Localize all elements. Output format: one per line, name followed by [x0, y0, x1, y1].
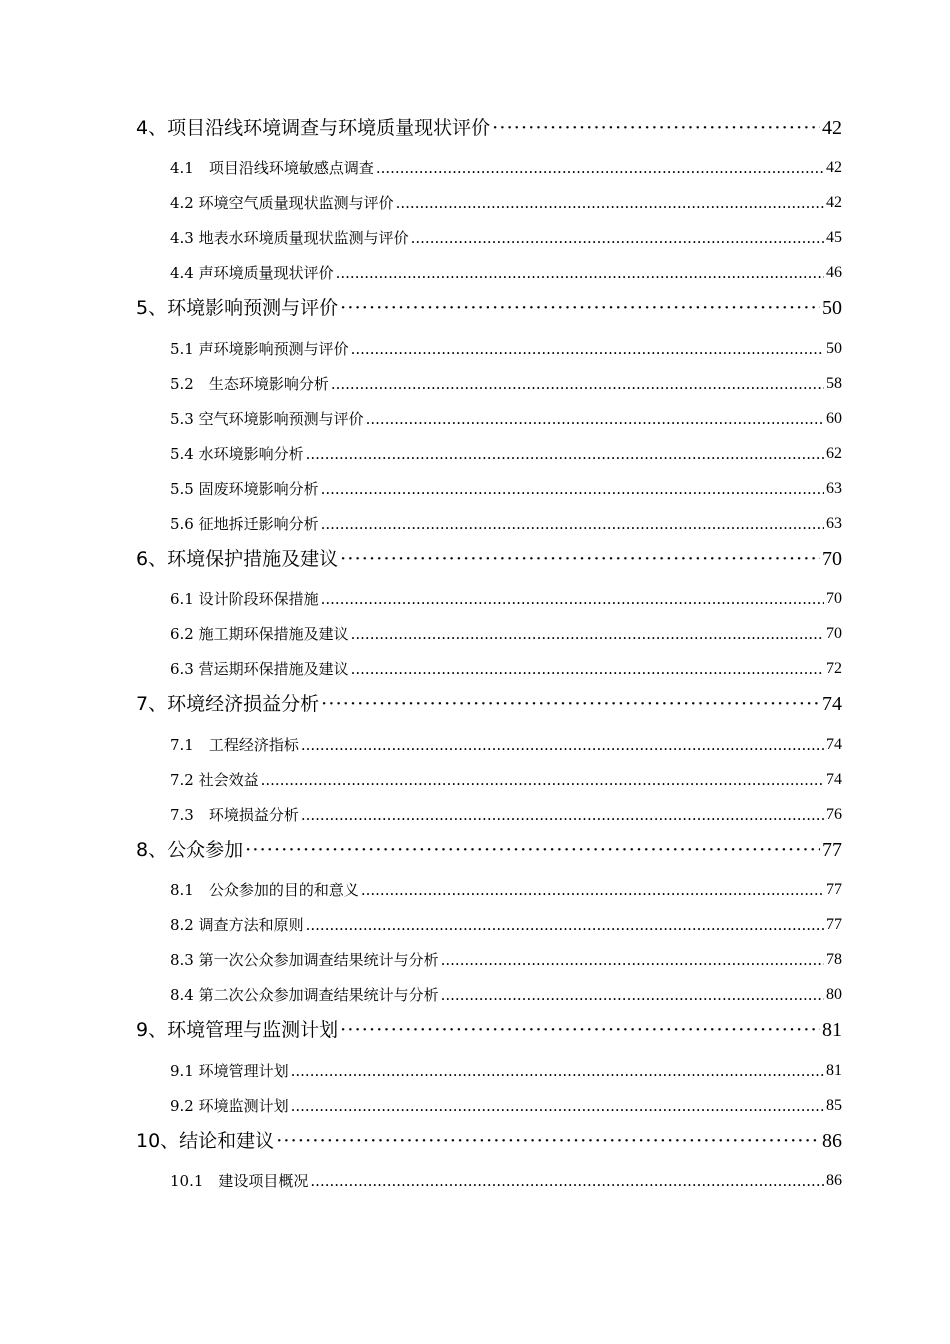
toc-page-number: 80 [826, 986, 842, 1003]
toc-chapter-entry[interactable] [136, 1016, 842, 1044]
toc-page-number: 42 [822, 117, 842, 139]
dot-leader [331, 380, 824, 395]
toc-chapter-entry[interactable] [136, 294, 842, 322]
toc-page-number: 81 [822, 1019, 842, 1041]
toc-section-entry[interactable] [170, 262, 842, 284]
dot-leader [301, 811, 824, 826]
toc-page-number: 76 [826, 806, 842, 823]
toc-section-entry[interactable] [170, 623, 842, 645]
toc-page-number: 63 [826, 480, 842, 497]
toc-entry-title: 5.3 空气环境影响预测与评价 [170, 410, 364, 428]
toc-chapter-entry[interactable] [136, 1127, 842, 1155]
toc-entry-title: 9.2 环境监测计划 [170, 1097, 289, 1115]
toc-chapter-entry[interactable] [136, 545, 842, 573]
dot-leader [291, 1102, 824, 1117]
toc-entry-title: 8.4 第二次公众参加调查结果统计与分析 [170, 986, 439, 1004]
toc-section-entry[interactable] [170, 227, 842, 249]
toc-section-entry[interactable] [170, 338, 842, 360]
toc-entry-title: 5、环境影响预测与评价 [136, 297, 339, 319]
dot-leader [340, 303, 820, 322]
toc-page-number: 74 [826, 736, 842, 753]
dot-leader [441, 956, 824, 971]
toc-entry-title: 4.1 项目沿线环境敏感点调查 [170, 159, 374, 177]
toc-entry-title: 9、环境管理与监测计划 [136, 1019, 339, 1041]
dot-leader [321, 520, 824, 535]
toc-page-number: 77 [826, 881, 842, 898]
dot-leader [492, 123, 820, 142]
toc-entry-title: 5.5 固废环境影响分析 [170, 480, 319, 498]
toc-page-number: 85 [826, 1097, 842, 1114]
dot-leader [411, 234, 824, 249]
toc-entry-title: 4、项目沿线环境调查与环境质量现状评价 [136, 117, 491, 139]
toc-entry-title: 4.4 声环境质量现状评价 [170, 264, 334, 282]
dot-leader [336, 269, 824, 284]
toc-entry-title: 7.3 环境损益分析 [170, 806, 299, 824]
toc-section-entry[interactable] [170, 769, 842, 791]
toc-entry-title: 5.6 征地拆迁影响分析 [170, 515, 319, 533]
dot-leader [245, 845, 820, 864]
dot-leader [261, 776, 824, 791]
toc-page-number: 70 [826, 590, 842, 607]
toc-entry-title: 7.2 社会效益 [170, 771, 259, 789]
toc-entry-title: 6.1 设计阶段环保措施 [170, 590, 319, 608]
toc-section-entry[interactable] [170, 478, 842, 500]
dot-leader [351, 665, 824, 680]
toc-entry-title: 10、结论和建议 [136, 1130, 275, 1152]
toc-section-entry[interactable] [170, 1060, 842, 1082]
toc-section-entry[interactable] [170, 804, 842, 826]
toc-page-number: 72 [826, 660, 842, 677]
toc-entry-title: 6.2 施工期环保措施及建议 [170, 625, 349, 643]
toc-section-entry[interactable] [170, 373, 842, 395]
toc-section-entry[interactable] [170, 1170, 842, 1192]
toc-section-entry[interactable] [170, 914, 842, 936]
toc-chapter-entry[interactable] [136, 690, 842, 718]
toc-entry-title: 5.1 声环境影响预测与评价 [170, 340, 349, 358]
toc-section-entry[interactable] [170, 408, 842, 430]
toc-page-number: 42 [826, 159, 842, 176]
toc-entry-title: 5.4 水环境影响分析 [170, 445, 304, 463]
toc-section-entry[interactable] [170, 513, 842, 535]
toc-page-number: 50 [822, 297, 842, 319]
toc-section-entry[interactable] [170, 588, 842, 610]
dot-leader [351, 345, 824, 360]
dot-leader [441, 991, 824, 1006]
toc-chapter-entry[interactable] [136, 836, 842, 864]
toc-page-number: 86 [826, 1172, 842, 1189]
dot-leader [366, 415, 824, 430]
dot-leader [306, 450, 824, 465]
toc-section-entry[interactable] [170, 157, 842, 179]
toc-entry-title: 4.2 环境空气质量现状监测与评价 [170, 194, 394, 212]
dot-leader [310, 1177, 824, 1192]
toc-entry-title: 4.3 地表水环境质量现状监测与评价 [170, 229, 409, 247]
dot-leader [291, 1067, 824, 1082]
dot-leader [306, 921, 824, 936]
toc-page-number: 46 [826, 264, 842, 281]
toc-page-number: 70 [822, 548, 842, 570]
dot-leader [376, 164, 824, 179]
toc-chapter-entry[interactable] [136, 114, 842, 142]
toc-section-entry[interactable] [170, 734, 842, 756]
dot-leader [321, 485, 824, 500]
toc-page-number: 58 [826, 375, 842, 392]
toc-page-number: 62 [826, 445, 842, 462]
toc-section-entry[interactable] [170, 192, 842, 214]
toc-page-number: 50 [826, 340, 842, 357]
toc-section-entry[interactable] [170, 658, 842, 680]
toc-section-entry[interactable] [170, 949, 842, 971]
toc-page-number: 78 [826, 951, 842, 968]
dot-leader [351, 630, 824, 645]
toc-entry-title: 8.2 调查方法和原则 [170, 916, 304, 934]
dot-leader [396, 199, 824, 214]
toc-section-entry[interactable] [170, 984, 842, 1006]
toc-section-entry[interactable] [170, 443, 842, 465]
toc-page-number: 70 [826, 625, 842, 642]
toc-page-number: 74 [822, 693, 842, 715]
toc-section-entry[interactable] [170, 879, 842, 901]
toc-section-entry[interactable] [170, 1095, 842, 1117]
toc-entry-title: 5.2 生态环境影响分析 [170, 375, 329, 393]
toc-page-number: 63 [826, 515, 842, 532]
dot-leader [321, 699, 820, 718]
dot-leader [340, 1025, 820, 1044]
dot-leader [301, 741, 824, 756]
toc-entry-title: 6、环境保护措施及建议 [136, 548, 339, 570]
toc-page-number: 45 [826, 229, 842, 246]
toc-entry-title: 7、环境经济损益分析 [136, 693, 320, 715]
toc-entry-title: 6.3 营运期环保措施及建议 [170, 660, 349, 678]
toc-page-number: 86 [822, 1130, 842, 1152]
toc-entry-title: 8、公众参加 [136, 839, 244, 861]
toc-entry-title: 10.1 建设项目概况 [170, 1172, 309, 1190]
toc-entry-title: 8.3 第一次公众参加调查结果统计与分析 [170, 951, 439, 969]
toc-entry-title: 8.1 公众参加的目的和意义 [170, 881, 359, 899]
toc-page-number: 77 [826, 916, 842, 933]
dot-leader [361, 886, 824, 901]
toc-page-number: 42 [826, 194, 842, 211]
dot-leader [340, 554, 820, 573]
toc-page-number: 77 [822, 839, 842, 861]
toc-page-number: 81 [826, 1062, 842, 1079]
dot-leader [321, 595, 824, 610]
dot-leader [276, 1136, 820, 1155]
toc-page-number: 74 [826, 771, 842, 788]
toc-page-number: 60 [826, 410, 842, 427]
toc-entry-title: 7.1 工程经济指标 [170, 736, 299, 754]
toc-entry-title: 9.1 环境管理计划 [170, 1062, 289, 1080]
